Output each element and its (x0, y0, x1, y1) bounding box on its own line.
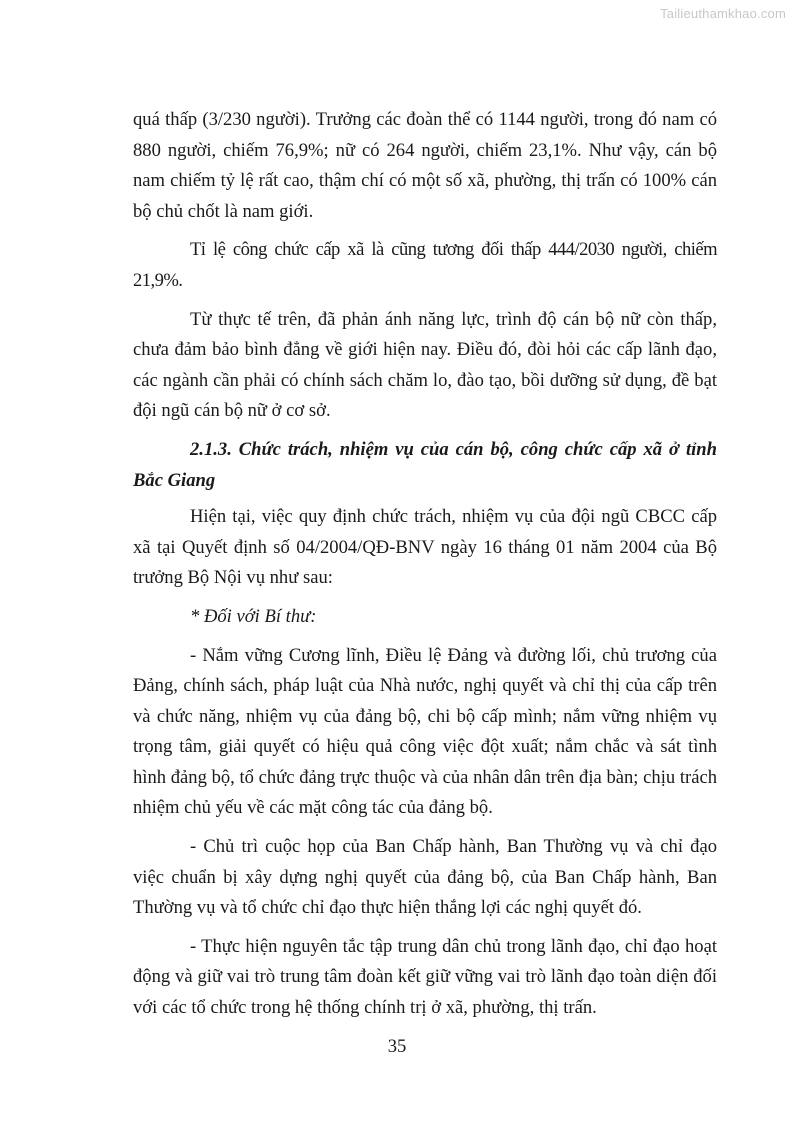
section-heading: 2.1.3. Chức trách, nhiệm vụ của cán bộ, công chức cấp xã ở tỉnh Bắc Giang (133, 438, 717, 491)
watermark-text: Tailieuthamkhao.com (660, 6, 786, 21)
paragraph-civil-servant-ratio: Tỉ lệ công chức cấp xã là cũng tương đối thấp 444/2030 người, chiếm 21,9%. (133, 239, 717, 291)
page-body (133, 105, 717, 1032)
page-number: 35 (387, 1036, 407, 1057)
paragraph-women-leaders-ratio: quá thấp (3/230 người). Trưởng các đoàn thể có 1144 người, trong đó nam có 880 người, chiếm 76,9%; nữ có 264 người, chiếm 23,1%. Như vậy, cán bộ nam chiếm tỷ lệ rất cao, thậm chí có một số xã, phường, thị trấn có 100% cán bộ chủ chốt là nam giới. (133, 109, 717, 222)
paragraph-reality-assessment: Từ thực tế trên, đã phản ánh năng lực, trình độ cán bộ nữ còn thấp, chưa đảm bảo bình đẳng về giới hiện nay. Điều đó, đòi hỏi các cấp lãnh đạo, các ngành cần phải có chính sách chăm lo, đào tạo, bồi dưỡng sử dụng, đề bạt đội ngũ cán bộ nữ ở cơ sở. (133, 308, 717, 422)
paragraph-regulation-intro: Hiện tại, việc quy định chức trách, nhiệm vụ của đội ngũ CBCC cấp xã tại Quyết định số 04/2004/QĐ-BNV ngày 16 tháng 01 năm 2004 của Bộ trưởng Bộ Nội vụ như sau: (133, 506, 717, 589)
paragraph-duty-3: - Thực hiện nguyên tắc tập trung dân chủ trong lãnh đạo, chỉ đạo hoạt động và giữ vai trò trung tâm đoàn kết giữ vững vai trò lãnh đạo toàn diện đối với các tổ chức trong hệ thống chính trị ở xã, phường, thị trấn. (133, 935, 717, 1019)
paragraph-duty-2: - Chủ trì cuộc họp của Ban Chấp hành, Ban Thường vụ và chỉ đạo việc chuẩn bị xây dựng nghị quyết của đảng bộ, của Ban Chấp hành, Ban Thường vụ và tổ chức chỉ đạo thực hiện thắng lợi các nghị quyết đó. (133, 836, 717, 919)
subheading-secretary: * Đối với Bí thư: (190, 605, 317, 627)
paragraph-duty-1: - Nắm vững Cương lĩnh, Điều lệ Đảng và đường lối, chủ trương của Đảng, chính sách, pháp luật của Nhà nước, nghị quyết và chỉ thị của cấp trên và chức năng, nhiệm vụ của đảng bộ, chi bộ cấp mình; nắm vững nhiệm vụ trọng tâm, giải quyết có hiệu quả công việc đột xuất; nắm chắc và sát tình hình đảng bộ, tổ chức đảng trực thuộc và của nhân dân trên địa bàn; chịu trách nhiệm chủ yếu về các mặt công tác của đảng bộ. (133, 644, 717, 819)
